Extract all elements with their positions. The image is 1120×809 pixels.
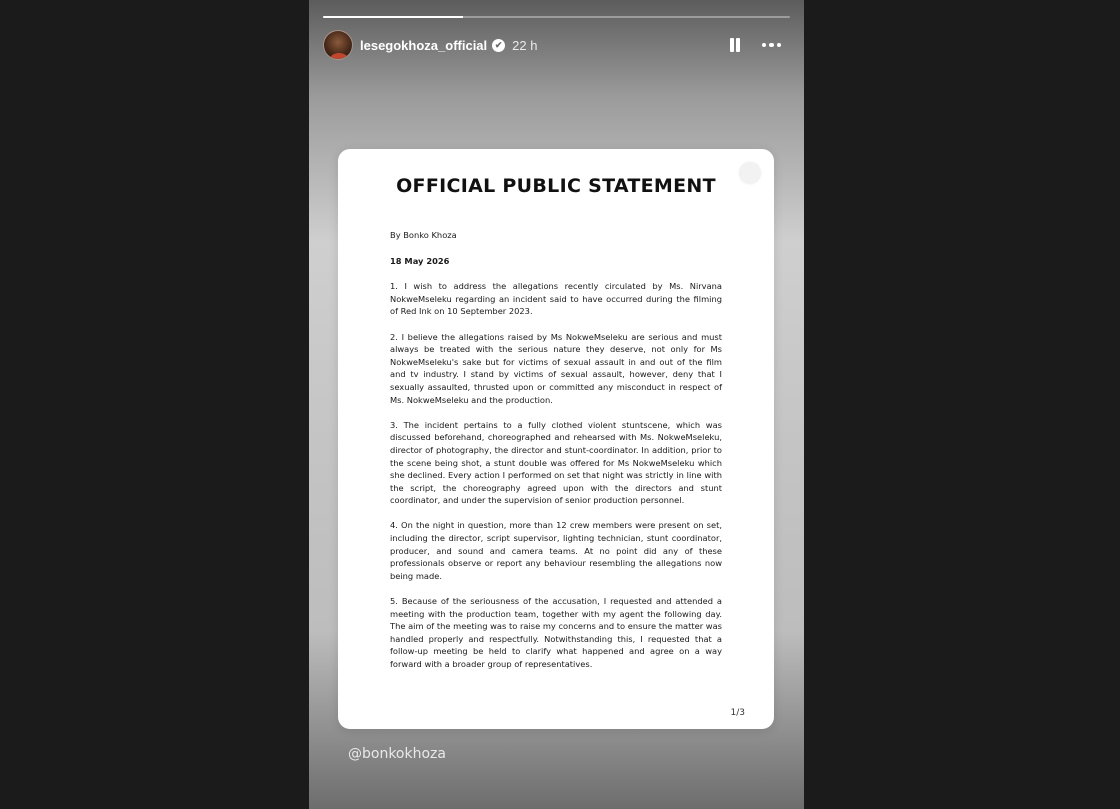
post-time: 22 h <box>512 37 538 53</box>
pause-icon[interactable] <box>728 37 742 53</box>
document-title: OFFICIAL PUBLIC STATEMENT <box>396 175 716 197</box>
more-icon[interactable] <box>762 43 782 48</box>
verified-badge-icon: ✔ <box>492 39 505 52</box>
statement-document <box>338 149 774 729</box>
document-byline: By Bonko Khoza <box>390 230 457 240</box>
story-progress-fill <box>323 16 463 18</box>
story-controls <box>728 37 791 53</box>
document-body <box>390 229 722 683</box>
avatar[interactable] <box>323 30 353 60</box>
document-paragraph: 3. The incident pertains to a fully clothed violent stuntscene, which was discussed beforehand, choreographed and rehearsed with Ms. NokweMseleku, director of photography, the director and stunt-coordinator. In addition, prior to the scene being shot, a stunt double was offered for Ms NokweMseleku which she declined. Every action I performed on set that night was strictly in line with the script, the choreography agreed upon with the directors and stunt coordinator, and under the supervision of senior production personnel. <box>390 419 722 506</box>
username[interactable]: lesegokhoza_official <box>360 37 488 53</box>
story-frame[interactable] <box>309 0 804 809</box>
document-paragraph: 5. Because of the seriousness of the accusation, I requested and attended a meeting with the production team, together with my agent the following day. The aim of the meeting was to raise my concerns and to ensure the matter was handled properly and respectfully. Notwithstanding this, I requested that a follow-up meeting be held to clarify what happened and agree on a way forward with a broader group of representatives. <box>390 596 722 669</box>
document-paragraph: 1. I wish to address the allegations recently circulated by Ms. Nirvana NokweMseleku regarding an incident said to have occurred during the filming of Red Ink on 10 September 2023. <box>390 281 722 317</box>
story-progress-bar <box>323 16 790 18</box>
story-header <box>323 30 790 60</box>
mention-sticker[interactable]: @bonkokhoza <box>348 746 446 762</box>
document-paragraph: 4. On the night in question, more than 12 crew members were present on set, including the director, script supervisor, lighting technician, stunt coordinator, producer, and sound and camera teams. At no point did any of these professionals observe or report any behaviour resembling the allegations now being made. <box>390 520 722 581</box>
document-paragraph: 2. I believe the allegations raised by Ms NokweMseleku are serious and must always be treated with the serious nature they deserve, not only for Ms NokweMseleku's sake but for victims of sexual assault in and out of the film and tv industry. I stand by victims of sexual assault, however, deny that I sexually assaulted, thrusted upon or committed any misconduct in respect of Ms. NokweMseleku and the production. <box>390 331 722 405</box>
page-indicator: 1/3 <box>730 708 745 718</box>
document-date: 18 May 2026 <box>390 255 450 266</box>
